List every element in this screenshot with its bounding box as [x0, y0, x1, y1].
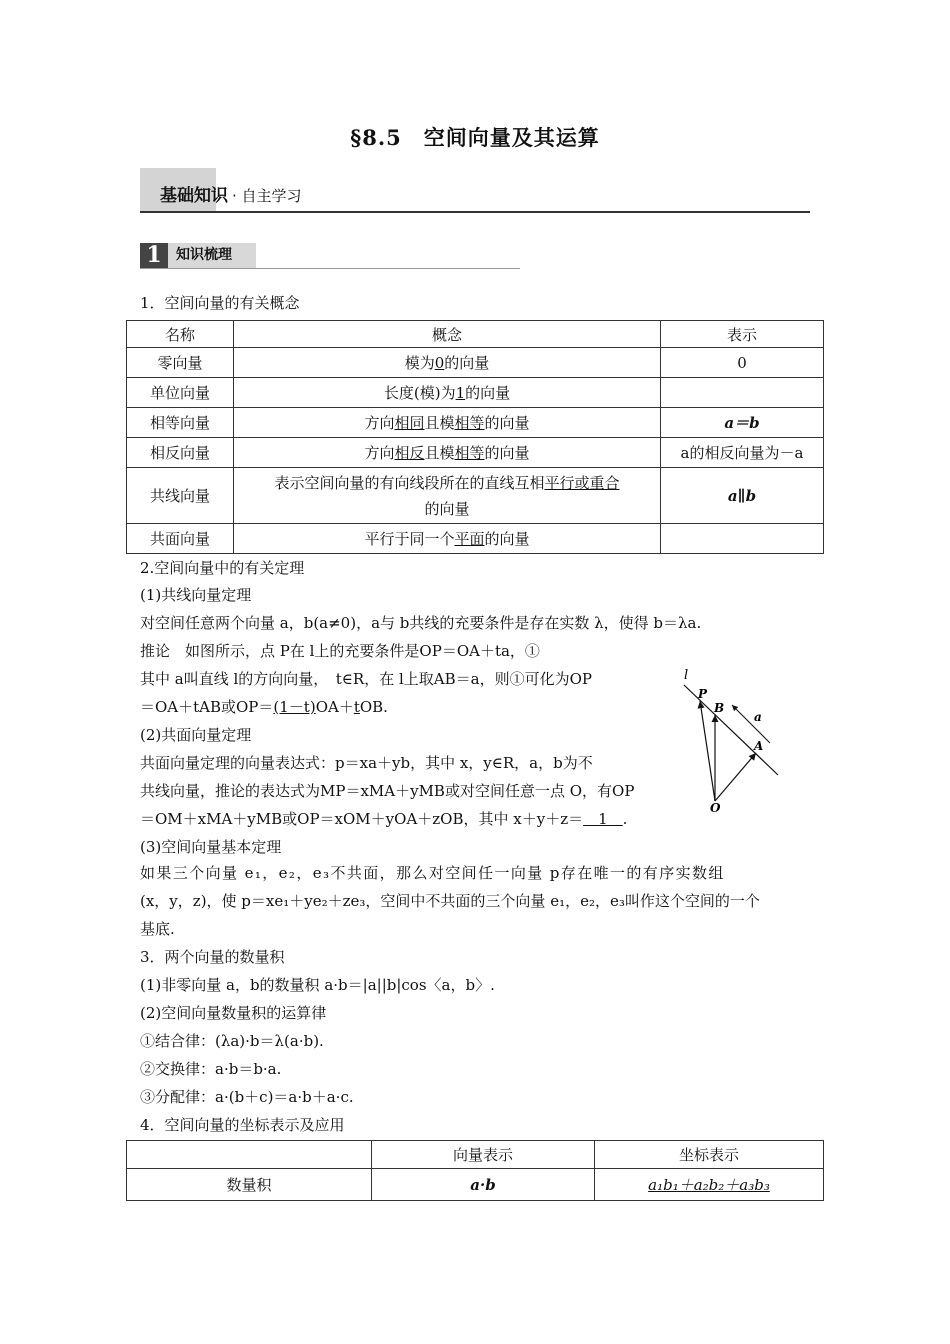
- name-cell: 单位向量: [127, 378, 234, 408]
- repr-cell: [661, 524, 824, 554]
- subsection-number: 1: [140, 243, 168, 268]
- concept-cell: 平行于同一个平面的向量: [234, 524, 661, 554]
- dot-product-line: ①结合律：(λa)·b＝λ(a·b).: [140, 1032, 324, 1050]
- table-row: [127, 524, 824, 554]
- label-B: B: [714, 701, 725, 715]
- theorem-3-title: (3)空间向量基本定理: [140, 838, 282, 856]
- theorem-2-title: (2)共面向量定理: [140, 726, 252, 744]
- section-divider: [140, 211, 810, 213]
- theorem-1-title: (1)共线向量定理: [140, 586, 252, 604]
- header-cell: 名称: [127, 321, 234, 348]
- name-cell: 相反向量: [127, 438, 234, 468]
- header-cell: 概念: [234, 321, 661, 348]
- label-A: A: [754, 739, 764, 753]
- concept-cell: 长度(模)为1的向量: [234, 378, 661, 408]
- theorem-1-line: ＝OA＋tAB或OP＝(1－t)OA＋tOB.: [140, 698, 388, 716]
- table-row: [127, 468, 824, 524]
- header-cell: [127, 1141, 372, 1169]
- table-row: [127, 438, 824, 468]
- theorem-3-line: 如果三个向量 e₁，e₂，e₃不共面，那么对空间任一向量 p存在唯一的有序实数组: [140, 864, 725, 882]
- dot-product-line: ③分配律：a·(b＋c)＝a·b＋a·c.: [140, 1088, 354, 1106]
- table-header-row: [127, 321, 824, 348]
- name-cell: 共线向量: [127, 468, 234, 524]
- vec-cell: a·b: [372, 1169, 595, 1201]
- theorem-1-line: 其中 a叫直线 l的方向向量， t∈R，在 l上取AB＝a，则①可化为OP: [140, 670, 592, 688]
- table-row: [127, 1169, 824, 1201]
- section-header: [160, 181, 302, 206]
- dot-product-line: (2)空间向量数量积的运算律: [140, 1004, 327, 1022]
- theorem-1-line: 对空间任意两个向量 a，b(a≠0)，a与 b共线的充要条件是存在实数 λ，使得 b＝λa.: [140, 614, 702, 632]
- name-cell: 零向量: [127, 348, 234, 378]
- section-main: 基础知识: [160, 186, 228, 206]
- theorem-2-line: ＝OM＋xMA＋yMB或OP＝xOM＋yOA＋zOB，其中 x＋y＋z＝ 1 .: [140, 810, 628, 828]
- table-row: [127, 378, 824, 408]
- table-row: [127, 408, 824, 438]
- concept-cell: 方向相同且模相等的向量: [234, 408, 661, 438]
- theorem-2-line: 共面向量定理的向量表达式：p＝xa＋yb，其中 x，y∈R，a，b为不: [140, 754, 593, 772]
- vector-a: [732, 705, 770, 743]
- heading-3: 3．两个向量的数量积: [140, 948, 285, 966]
- name-cell: 数量积: [127, 1169, 372, 1201]
- vector-OA: [715, 753, 756, 801]
- theorem-2-line: 共线向量，推论的表达式为MP＝xMA＋yMB或对空间任意一点 O，有OP: [140, 782, 635, 800]
- heading-4: 4．空间向量的坐标表示及应用: [140, 1116, 345, 1134]
- dot-product-line: ②交换律：a·b＝b·a.: [140, 1060, 282, 1078]
- section-sub: · 自主学习: [232, 187, 302, 205]
- theorem-3-line: (x，y，z)，使 p＝xe₁＋ye₂＋ze₃，空间中不共面的三个向量 e₁，e₂，e₃叫作这个空间的一个: [140, 892, 760, 910]
- repr-cell: a∥b: [661, 468, 824, 524]
- repr-cell: a＝b: [661, 408, 824, 438]
- concept-cell: 表示空间向量的有向线段所在的直线互相平行或重合 的向量: [234, 468, 661, 524]
- heading-2: 2.空间向量中的有关定理: [140, 559, 305, 577]
- subsection-divider: [140, 268, 520, 269]
- heading-1: 1．空间向量的有关概念: [140, 294, 300, 312]
- vector-OP: [700, 701, 715, 801]
- table-row: [127, 348, 824, 378]
- concept-table: [126, 320, 824, 554]
- dot-product-line: (1)非零向量 a，b的数量积 a·b＝|a||b|cos〈a，b〉.: [140, 976, 495, 994]
- page-title: §8.5 空间向量及其运算: [350, 125, 600, 150]
- label-l: l: [684, 668, 689, 683]
- header-cell: 坐标表示: [595, 1141, 824, 1169]
- concept-cell: 模为0的向量: [234, 348, 661, 378]
- line-vector-figure: [670, 665, 790, 815]
- name-cell: 共面向量: [127, 524, 234, 554]
- theorem-3-line: 基底.: [140, 920, 175, 938]
- header-cell: 向量表示: [372, 1141, 595, 1169]
- repr-cell: [661, 378, 824, 408]
- label-O: O: [710, 801, 721, 815]
- subsection-label: 知识梳理: [168, 243, 256, 268]
- coordinate-table: [126, 1140, 824, 1201]
- concept-cell: 方向相反且模相等的向量: [234, 438, 661, 468]
- table-header-row: [127, 1141, 824, 1169]
- label-P: P: [698, 687, 708, 701]
- name-cell: 相等向量: [127, 408, 234, 438]
- label-a: a: [754, 710, 762, 724]
- repr-cell: 0: [661, 348, 824, 378]
- repr-cell: a的相反向量为－a: [661, 438, 824, 468]
- header-cell: 表示: [661, 321, 824, 348]
- theorem-1-line: 推论 如图所示，点 P在 l上的充要条件是OP＝OA＋ta，①: [140, 642, 540, 660]
- coord-cell: a₁b₁＋a₂b₂＋a₃b₃: [595, 1169, 824, 1201]
